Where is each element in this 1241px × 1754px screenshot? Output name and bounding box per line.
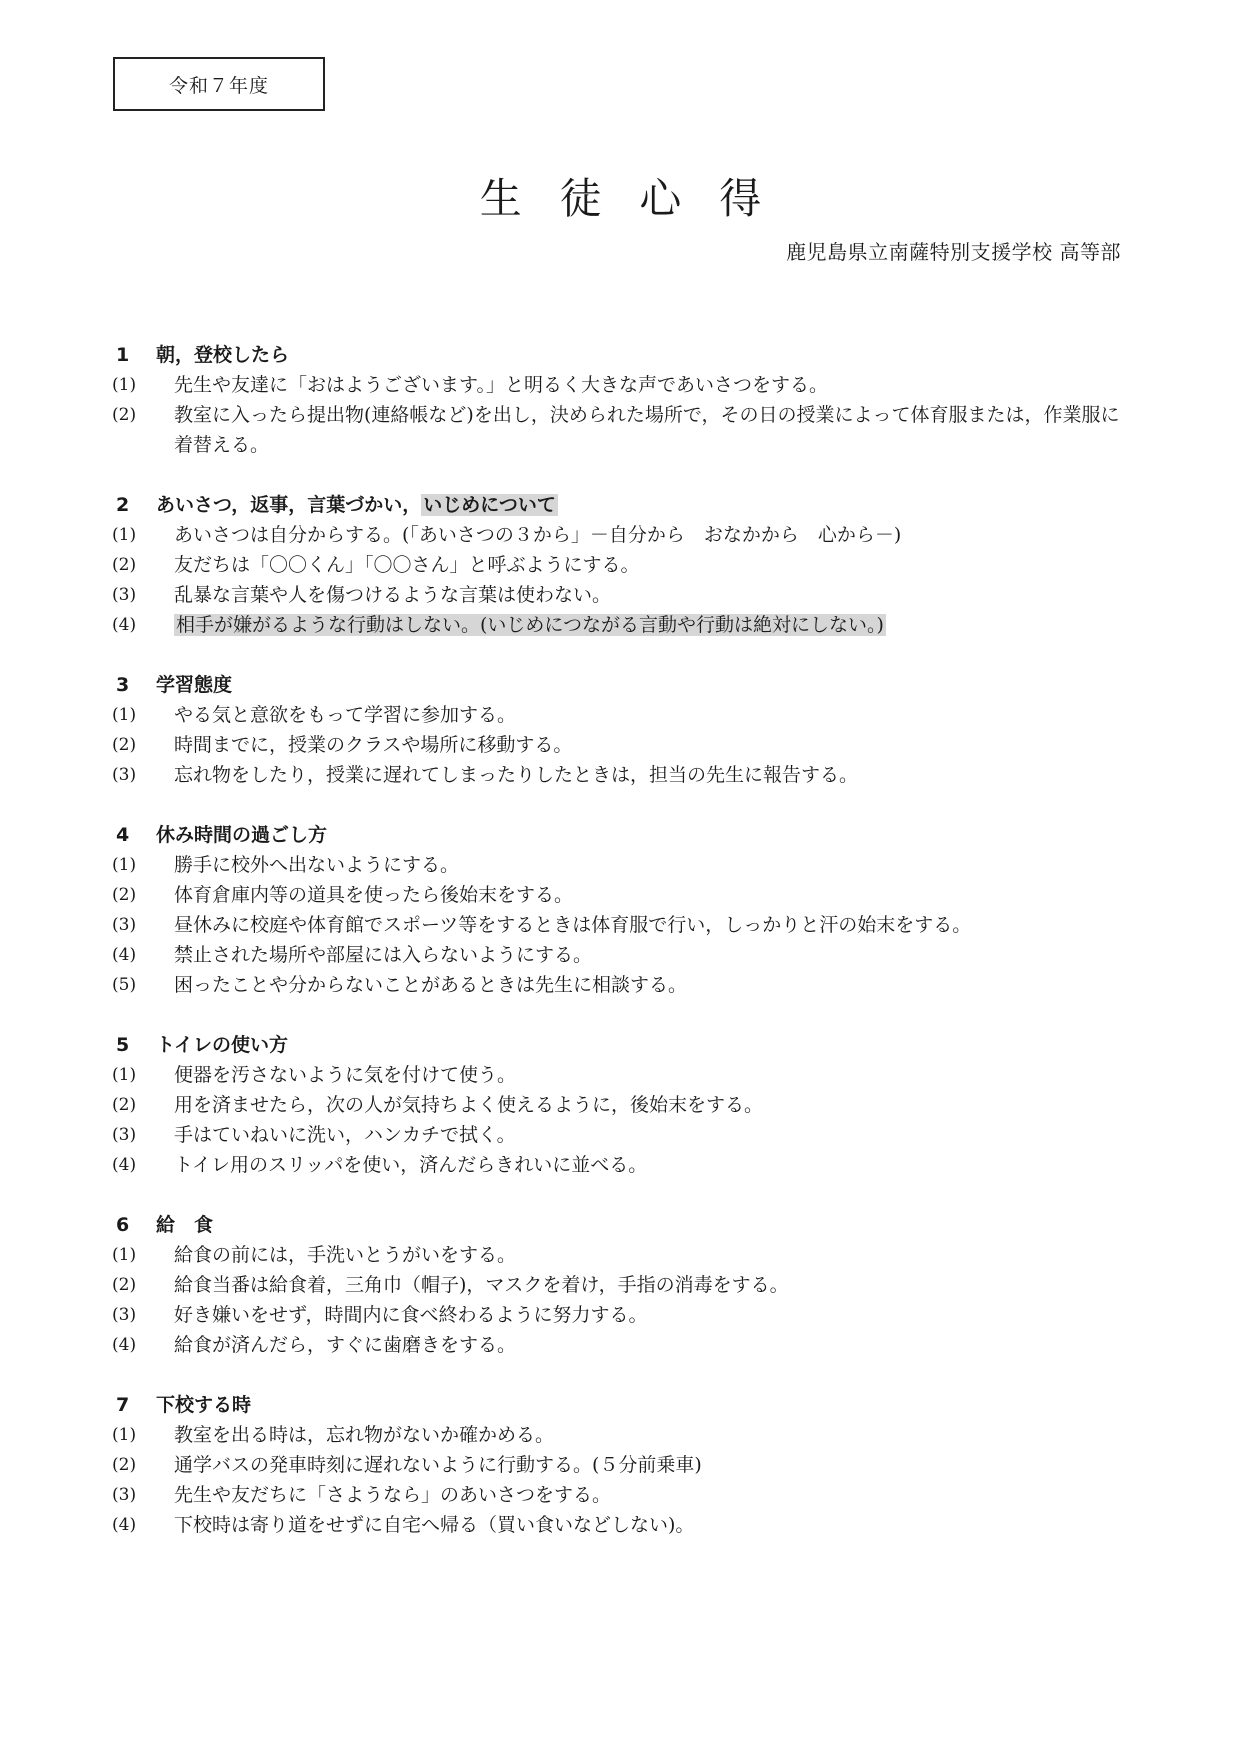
rule-item-text-wrap <box>174 880 1126 910</box>
rule-section-7 <box>112 1390 1126 1540</box>
rule-item-text: 相手が嫌がるような行動はしない。(いじめにつながる言動や行動は絶対にしない。) <box>176 614 884 636</box>
section-number: 5 <box>116 1034 130 1056</box>
section-heading <box>116 670 1126 700</box>
rule-item-number: (2) <box>112 555 137 575</box>
rule-item-text: 給食の前には，手洗いとうがいをする。 <box>174 1244 517 1266</box>
rule-list <box>112 520 1126 640</box>
section-heading-text: あいさつ，返事，言葉づかい， <box>156 494 422 516</box>
rule-item <box>112 1120 1126 1150</box>
rule-item <box>112 520 1126 550</box>
rule-list <box>112 1060 1126 1180</box>
section-heading <box>116 490 1126 520</box>
rule-item-text-wrap <box>174 1060 1126 1090</box>
rule-item-text-wrap <box>174 1480 1126 1510</box>
rule-item-number: (3) <box>112 1305 137 1325</box>
rule-item-number: (3) <box>112 585 137 605</box>
rules-content <box>112 340 1126 1570</box>
section-heading-text: トイレの使い方 <box>156 1034 289 1056</box>
rule-item <box>112 610 1126 640</box>
rule-item-text-wrap <box>174 1270 1126 1300</box>
rule-item-text-wrap <box>174 550 1126 580</box>
rule-item-number: (3) <box>112 1485 137 1505</box>
rule-item-number: (1) <box>112 855 137 875</box>
rule-item <box>112 850 1126 880</box>
rule-item-text: 下校時は寄り道をせずに自宅へ帰る（買い食いなどしない)。 <box>174 1514 695 1536</box>
rule-item <box>112 1150 1126 1180</box>
rule-item <box>112 1270 1126 1300</box>
rule-item-text: 先生や友だちに「さようなら」のあいさつをする。 <box>174 1484 612 1506</box>
rule-item-text: やる気と意欲をもって学習に参加する。 <box>174 704 517 726</box>
rule-item-text-wrap <box>174 1150 1126 1180</box>
rule-item-text-wrap <box>174 760 1126 790</box>
rule-item-text-wrap <box>174 580 1126 610</box>
rule-item-text: 昼休みに校庭や体育館でスポーツ等をするときは体育服で行い，しっかりと汗の始末をする。 <box>174 914 972 936</box>
rule-list <box>112 850 1126 1000</box>
rule-item <box>112 550 1126 580</box>
section-heading <box>116 340 1126 370</box>
rule-section-4 <box>112 820 1126 1000</box>
rule-item-text: 手はていねいに洗い，ハンカチで拭く。 <box>174 1124 516 1146</box>
rule-item-number: (3) <box>112 1125 137 1145</box>
rule-item <box>112 1060 1126 1090</box>
rule-section-2 <box>112 490 1126 640</box>
rule-item-text: 先生や友達に「おはようございます。」と明るく大きな声であいさつをする。 <box>174 374 828 396</box>
rule-item-number: (2) <box>112 735 137 755</box>
rule-item-text: 困ったことや分からないことがあるときは先生に相談する。 <box>174 974 688 996</box>
page-title: 生徒心得 <box>479 174 799 224</box>
rule-item-text: 通学バスの発車時刻に遅れないように行動する。(５分前乗車) <box>174 1454 702 1476</box>
rule-item-number: (3) <box>112 765 137 785</box>
rule-item <box>112 1450 1126 1480</box>
rule-item-number: (2) <box>112 885 137 905</box>
rule-item-number: (4) <box>112 1515 137 1535</box>
section-number: 7 <box>116 1394 130 1416</box>
rule-section-1 <box>112 340 1126 460</box>
rule-item-number: (4) <box>112 1335 137 1355</box>
rule-item-text-wrap <box>174 940 1126 970</box>
rule-item-number: (4) <box>112 945 137 965</box>
rule-item-text: 給食が済んだら，すぐに歯磨きをする。 <box>174 1334 517 1356</box>
rule-item-number: (1) <box>112 1245 137 1265</box>
rule-item-text-wrap <box>174 1330 1126 1360</box>
rule-item-number: (4) <box>112 1155 137 1175</box>
rule-item <box>112 1420 1126 1450</box>
rule-item-number: (4) <box>112 615 137 635</box>
rule-item <box>112 970 1126 1000</box>
rule-item-text: 体育倉庫内等の道具を使ったら後始末をする。 <box>174 884 574 906</box>
rule-item-text-wrap <box>174 910 1126 940</box>
rule-item-text-wrap <box>174 1450 1126 1480</box>
rule-item <box>112 1300 1126 1330</box>
school-name: 鹿児島県立南薩特別支援学校 高等部 <box>786 240 1121 264</box>
rule-item-text-wrap <box>174 700 1126 730</box>
rule-item-text: 乱暴な言葉や人を傷つけるような言葉は使わない。 <box>174 584 612 606</box>
rule-item-text: 教室に入ったら提出物(連絡帳など)を出し，決められた場所で，その日の授業によって体育服または，作業服に着替える。 <box>174 404 1120 456</box>
rule-item-text-wrap <box>174 400 1126 460</box>
rule-list <box>112 1420 1126 1540</box>
rule-item-text-wrap <box>174 1240 1126 1270</box>
rule-item-text: 教室を出る時は，忘れ物がないか確かめる。 <box>174 1424 555 1446</box>
rule-item <box>112 1240 1126 1270</box>
section-heading-highlight: いじめについて <box>423 494 556 516</box>
rule-item <box>112 910 1126 940</box>
section-number: 1 <box>116 344 130 366</box>
section-heading <box>116 1390 1126 1420</box>
rule-item-text: 忘れ物をしたり，授業に遅れてしまったりしたときは，担当の先生に報告する。 <box>174 764 859 786</box>
rule-item-text: 給食当番は給食着，三角巾（帽子)，マスクを着け，手指の消毒をする。 <box>174 1274 789 1296</box>
rule-section-6 <box>112 1210 1126 1360</box>
rule-item-text-wrap <box>174 1120 1126 1150</box>
section-number: 3 <box>116 674 130 696</box>
rule-item <box>112 1090 1126 1120</box>
year-label-box <box>113 57 325 111</box>
rule-item-number: (2) <box>112 405 137 425</box>
section-number: 6 <box>116 1214 130 1236</box>
section-heading <box>116 1210 1126 1240</box>
rule-item <box>112 940 1126 970</box>
rule-item-text-wrap <box>174 610 1126 640</box>
rule-item <box>112 760 1126 790</box>
section-heading-text: 下校する時 <box>156 1394 252 1416</box>
rule-item-text-wrap <box>174 970 1126 1000</box>
rule-list <box>112 370 1126 460</box>
rule-item-number: (5) <box>112 975 137 995</box>
rule-item-text: 好き嫌いをせず，時間内に食べ終わるように努力する。 <box>174 1304 648 1326</box>
section-heading-text: 朝，登校したら <box>156 344 290 366</box>
rule-item-text: 禁止された場所や部屋には入らないようにする。 <box>174 944 593 966</box>
rule-item-text: 友だちは「〇〇くん」「〇〇さん」と呼ぶようにする。 <box>174 554 640 576</box>
rule-item <box>112 1510 1126 1540</box>
rule-item <box>112 700 1126 730</box>
rule-item-number: (1) <box>112 1425 137 1445</box>
rule-item-text-wrap <box>174 1420 1126 1450</box>
section-heading <box>116 820 1126 850</box>
rule-item-text: トイレ用のスリッパを使い，済んだらきれいに並べる。 <box>174 1154 648 1176</box>
section-heading-text: 休み時間の過ごし方 <box>156 824 328 846</box>
rule-item <box>112 400 1126 460</box>
rule-section-5 <box>112 1030 1126 1180</box>
rule-item <box>112 880 1126 910</box>
rule-item-text-wrap <box>174 1510 1126 1540</box>
rule-list <box>112 700 1126 790</box>
rule-item-text-wrap <box>174 850 1126 880</box>
rule-item-text: 勝手に校外へ出ないようにする。 <box>174 854 460 876</box>
rule-item <box>112 730 1126 760</box>
rule-item-number: (1) <box>112 1065 137 1085</box>
rule-item-number: (3) <box>112 915 137 935</box>
rule-item-number: (1) <box>112 525 137 545</box>
section-heading <box>116 1030 1126 1060</box>
rule-item-text: 便器を汚さないように気を付けて使う。 <box>174 1064 517 1086</box>
rule-item-text-wrap <box>174 370 1126 400</box>
rule-item-text: 用を済ませたら，次の人が気持ちよく使えるように，後始末をする。 <box>174 1094 764 1116</box>
rule-item-text-wrap <box>174 520 1126 550</box>
section-number: 4 <box>116 824 130 846</box>
rule-item-text: 時間までに，授業のクラスや場所に移動する。 <box>174 734 573 756</box>
rule-item-text: あいさつは自分からする。(「あいさつの３から」－自分から おなかから 心から－) <box>174 524 902 546</box>
section-heading-text: 給 食 <box>156 1214 214 1236</box>
rule-item-number: (2) <box>112 1275 137 1295</box>
section-number: 2 <box>116 494 130 516</box>
year-label: 令和７年度 <box>168 74 269 97</box>
rule-item <box>112 580 1126 610</box>
rule-item-text-wrap <box>174 730 1126 760</box>
rule-item-number: (1) <box>112 375 137 395</box>
rule-item-number: (2) <box>112 1095 137 1115</box>
rule-item-text-wrap <box>174 1300 1126 1330</box>
rule-item <box>112 370 1126 400</box>
rule-item <box>112 1480 1126 1510</box>
rule-item-number: (1) <box>112 705 137 725</box>
rule-item <box>112 1330 1126 1360</box>
rule-item-number: (2) <box>112 1455 137 1475</box>
section-heading-text: 学習態度 <box>156 674 233 696</box>
rule-item-text-wrap <box>174 1090 1126 1120</box>
rule-section-3 <box>112 670 1126 790</box>
rule-list <box>112 1240 1126 1360</box>
